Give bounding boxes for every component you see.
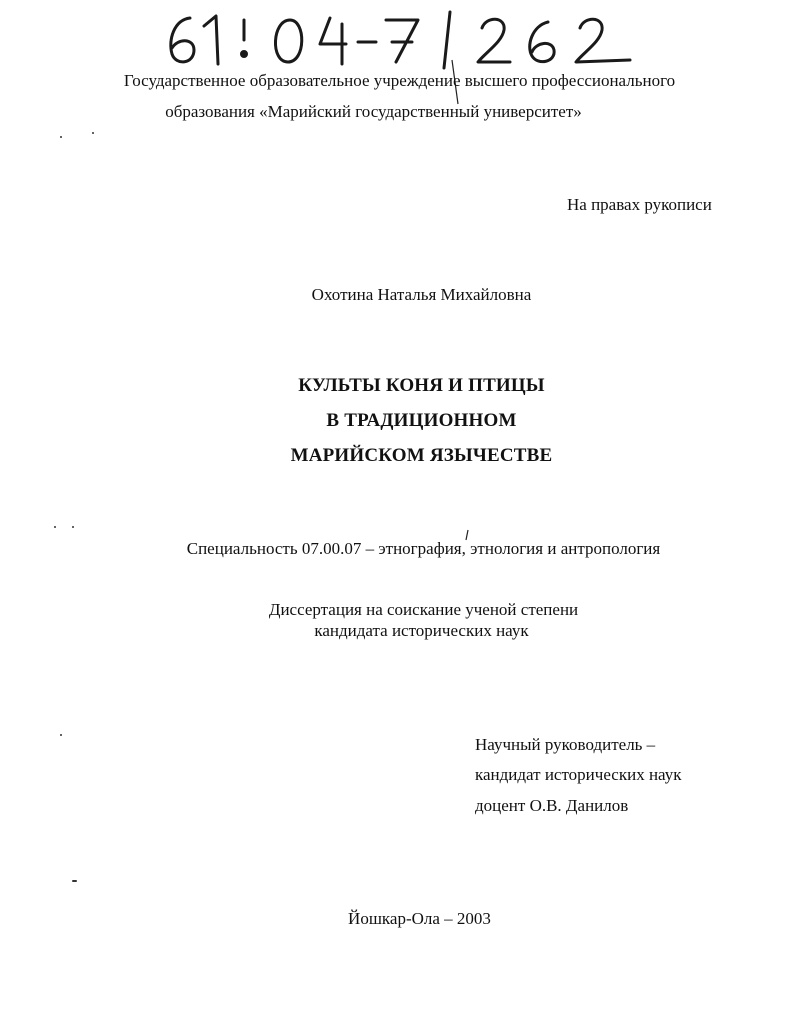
scan-speck — [60, 734, 62, 736]
degree-line-2: кандидата исторических наук — [314, 621, 529, 640]
degree-line-1: Диссертация на соискание ученой степени — [268, 600, 579, 619]
handwritten-archive-code — [160, 6, 640, 70]
thesis-title-line-1: КУЛЬТЫ КОНЯ И ПТИЦЫ — [298, 375, 545, 396]
rights-note: На правах рукописи — [567, 195, 712, 214]
scan-speck — [72, 880, 77, 882]
institution-line-2: образования «Марийский государственный университет» — [165, 102, 582, 121]
scan-speck — [60, 136, 62, 138]
thesis-title-line-3: МАРИЙСКОМ ЯЗЫЧЕСТВЕ — [290, 445, 553, 466]
place-and-year: Йошкар-Ола – 2003 — [348, 909, 491, 928]
handwritten-archive-code-drawing — [160, 6, 640, 70]
scan-speck — [92, 132, 94, 134]
institution-line-1: Государственное образовательное учреждение высшего профессионального — [123, 71, 676, 90]
specialty: Специальность 07.00.07 – этнография, этнология и антропология — [186, 539, 661, 558]
supervisor-line-3: доцент О.В. Данилов — [475, 796, 629, 815]
supervisor-line-2: кандидат исторических наук — [475, 765, 682, 784]
author-name: Охотина Наталья Михайловна — [311, 285, 532, 304]
scan-speck — [72, 526, 74, 528]
scan-speck — [54, 526, 56, 528]
thesis-title-line-2: В ТРАДИЦИОННОМ — [326, 410, 517, 431]
supervisor-line-1: Научный руководитель – — [475, 735, 656, 754]
